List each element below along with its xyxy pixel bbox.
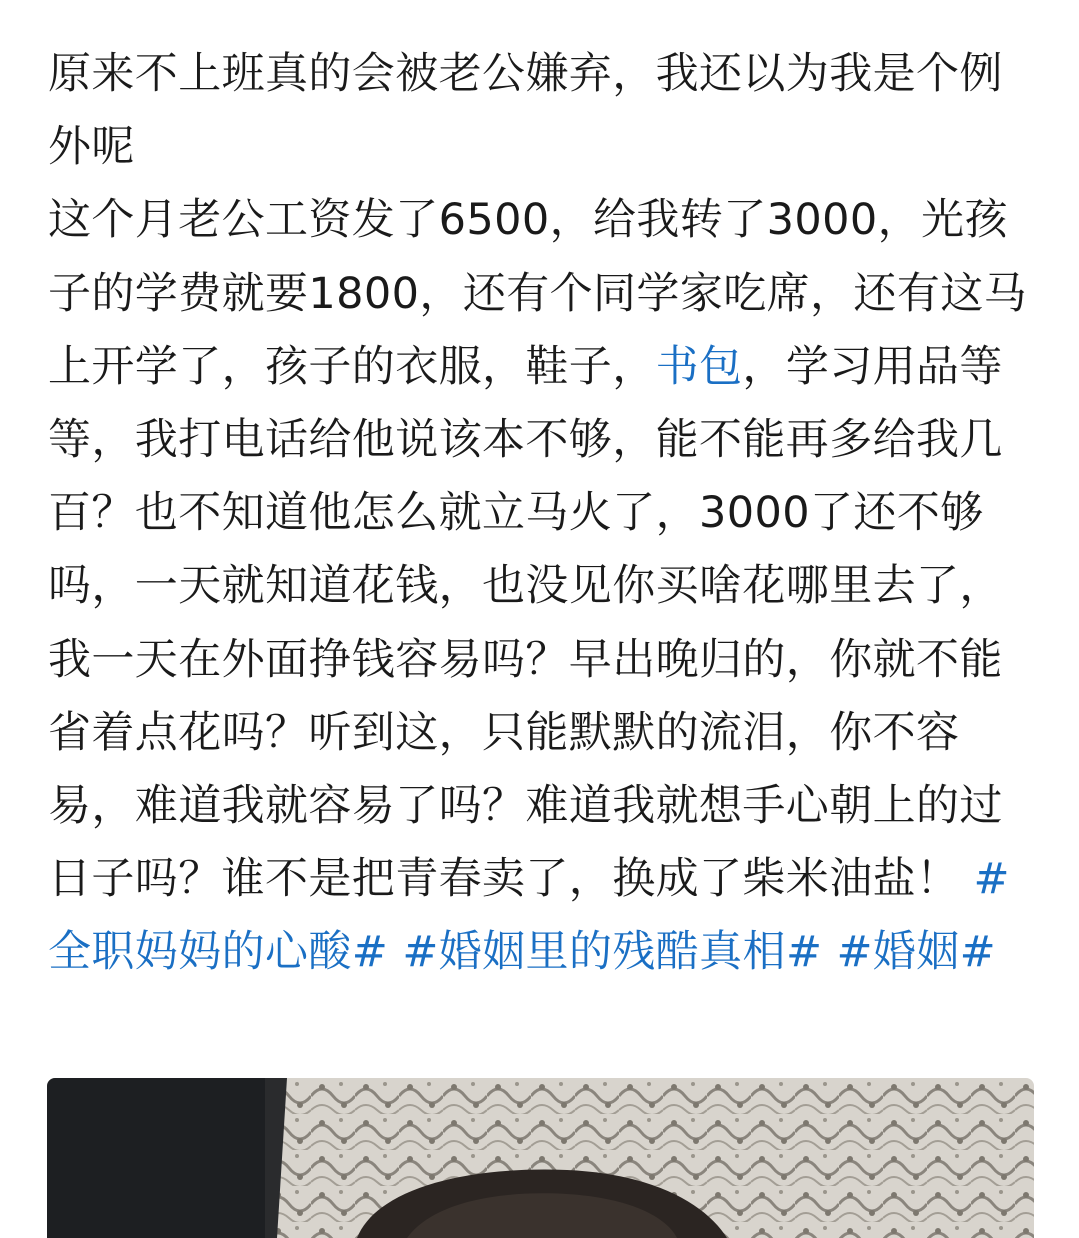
post-text-after-link: ，学习用品等等，我打电话给他说该本不够，能不能再多给我几百？也不知道他怎么就立马火了，3000了还不够吗，一天就知道花钱，也没见你买啥花哪里去了，我一天在外面挣钱容易吗？早出晚归的，你就不能省着点花吗？听到这，只能默默的流泪，你不容易，难道我就容易了吗？难道我就想手心朝上的过日子吗？谁不是把青春卖了，换成了柴米油盐！ [48,341,1003,905]
post-body [48,38,1038,990]
hashtag-fulltime-mom[interactable]: #全职妈妈的心酸# [48,854,1010,978]
hashtag-marriage[interactable]: #婚姻# [836,927,997,978]
post-image[interactable] [47,1078,1034,1238]
post-image-graphic [47,1078,1034,1238]
hashtag-marriage-truth[interactable]: #婚姻里的残酷真相# [402,927,823,978]
post-text-before-link: 这个月老公工资发了6500，给我转了3000，光孩子的学费就要1800，还有个同学家吃席，还有这马上开学了，孩子的衣服，鞋子， [48,195,1028,392]
post-first-line: 原来不上班真的会被老公嫌弃，我还以为我是个例外呢 [48,49,1003,173]
schoolbag-link[interactable]: 书包 [655,341,743,392]
post-content [48,184,1038,989]
